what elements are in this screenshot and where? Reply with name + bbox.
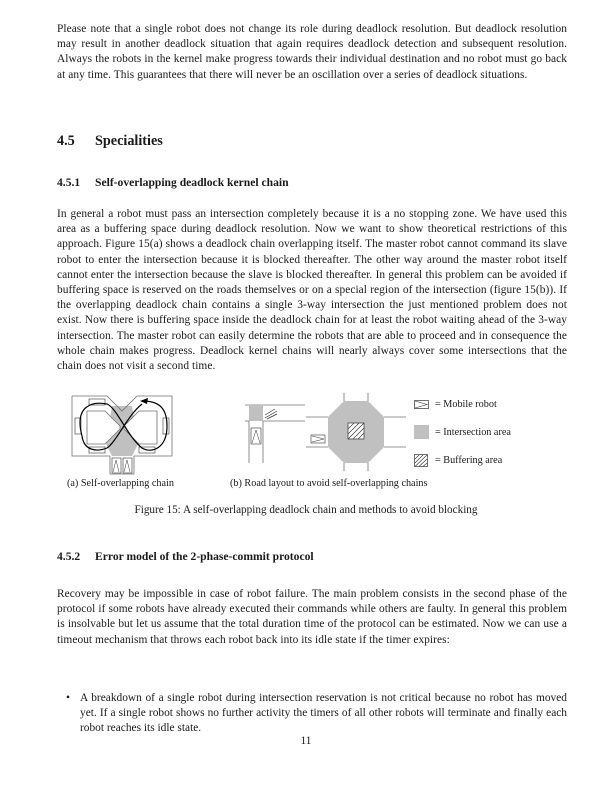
intersection-area-swatch [414,425,429,439]
section-title: Specialities [95,133,163,149]
subsection-heading-1 [57,176,289,189]
intro-paragraph: Please note that a single robot does not change its role during deadlock resolution. But deadlock resolution may result in another deadlock situation that again requires deadlock detection and subsequent resolution. Always the robots in the kernel make progress towards their individual destination and no robot must go back at any time. This guarantees that there will never be an oscillation over a series of deadlock situations. [57,23,567,81]
section-number: 4.5 [57,133,75,149]
robot [163,418,169,434]
subcaption-b: (b) Road layout to avoid self-overlapping chains [230,478,428,489]
arrow-head [140,398,148,404]
legend-label-mobile-robot: = Mobile robot [435,399,497,410]
legend-label-intersection-area: = Intersection area [435,427,511,438]
subsection-number: 4.5.1 [57,176,81,189]
figure-15b-t-intersection [245,403,305,463]
page-number: 11 [300,735,312,747]
legend-label-buffering-area: = Buffering area [435,455,503,466]
subsection-1-paragraph: In general a robot must pass an intersection completely because it is a no stopping zone. We have used this area as a buffering space during deadlock resolution. Now we want to show theoretical restrictions of this approach. Figure 15(a) shows a deadlock chain overlapping itself. The master robot cannot command its slave robot to enter the intersection because it is blocked thereafter. The other way around the master robot itself cannot enter the intersection because the slave is blocked thereafter. In general this problem can be avoided if buffering space is reserved on the roads themselves or on a special region of the intersection (figure 15(b)). If the overlapping deadlock chain contains a single 3-way intersection the just mentioned problem does not exist. Now there is buffering space inside the deadlock chain for at least the robot waiting ahead of the 3-way intersection. The master robot can easily determine the robots that are able to proceed and in consequence the whole chain makes progress. Deadlock kernel chains will nearly always cover some intersections that the chain does not visit a second time. [57,208,567,373]
bullet-icon: • [66,692,70,704]
list-item [66,691,567,737]
figure-caption: Figure 15: A self-overlapping deadlock chain and methods to avoid blocking [134,504,478,516]
mobile-robot-icon [414,400,429,409]
subcaption-a: (a) Self-overlapping chain [67,478,174,489]
figure-15b-octagon-intersection [306,393,406,471]
subsection-2-paragraph: Recovery may be impossible in case of robot failure. The main problem consists in the second phase of the protocol if some robots have already executed their commands while others are faulty. In general this problem is insolvable but let us assume that the total duration time of the protocol can be estimated. Now we can use a timeout mechanism that throws each robot back into its idle state if the timer expires: [57,588,567,646]
subsection-heading-2 [57,550,314,563]
intersection-area [249,405,263,421]
list-item-text: A breakdown of a single robot during intersection reservation is not critical because no robot has moved yet. If a single robot shows no further activity the timers of all other robots will terminate and finally each robot reaches its idle state. [80,692,567,735]
subsection-number: 4.5.2 [57,550,81,563]
subsection-title: Self-overlapping deadlock kernel chain [95,176,289,189]
buffering-area [265,409,277,419]
figure-15 [57,388,567,493]
section-heading [57,133,163,150]
subsection-title: Error model of the 2-phase-commit protocol [95,550,314,563]
buffering-area-swatch [414,454,428,467]
figure-15a-diagram [72,396,172,474]
